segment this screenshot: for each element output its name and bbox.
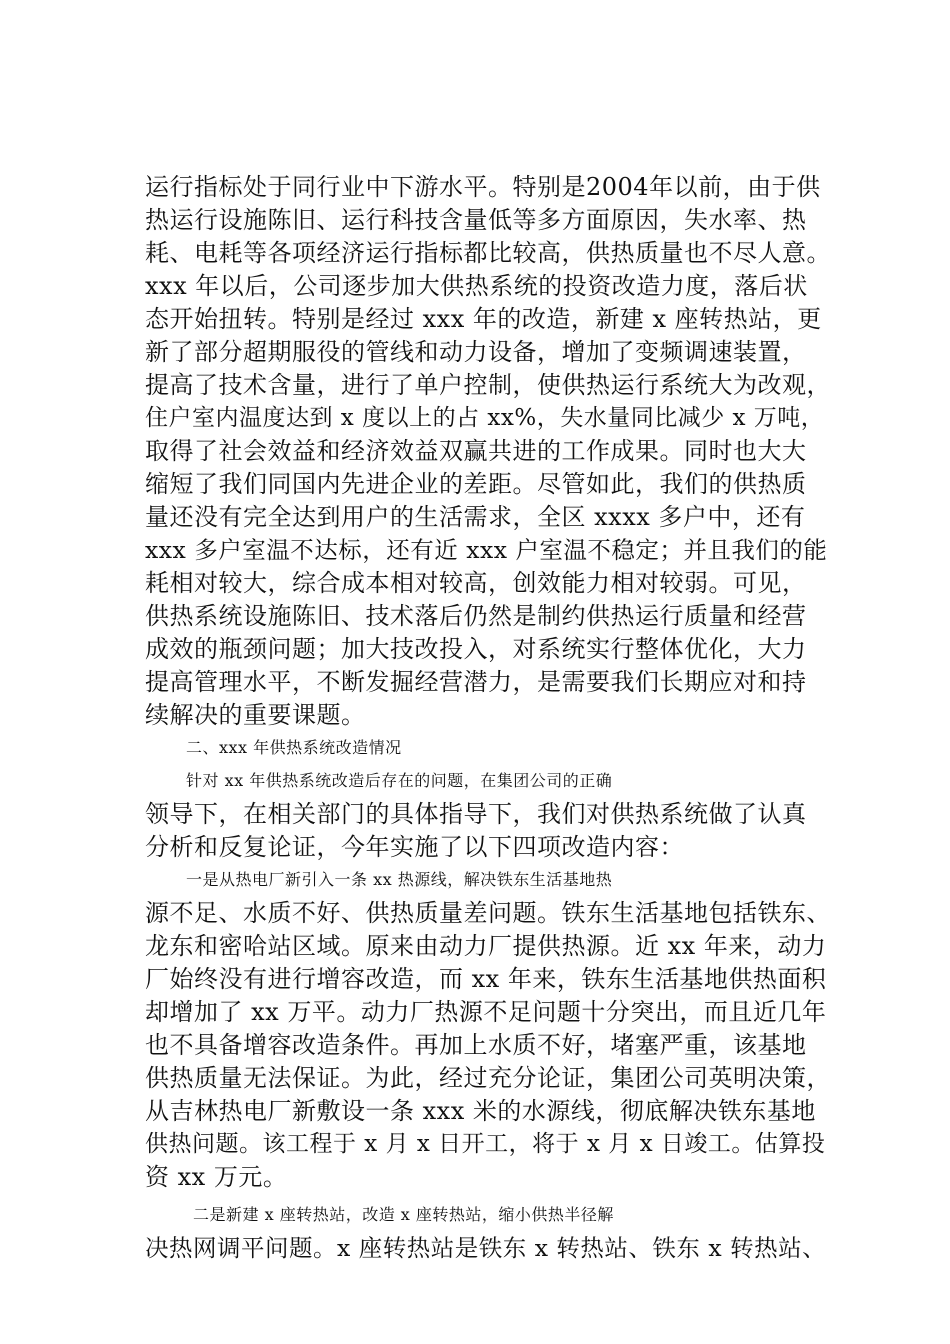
section-heading: 二、xxx 年供热系统改造情况 [186, 738, 402, 757]
text-line: 耗相对较大，综合成本相对较高，创效能力相对较弱。可见， [145, 569, 807, 597]
text-line: 领导下，在相关部门的具体指导下，我们对供热系统做了认真 [145, 800, 807, 828]
text-line: 取得了社会效益和经济效益双赢共进的工作成果。同时也大大 [145, 437, 807, 465]
text-line: 资 xx 万元。 [145, 1163, 288, 1191]
text-line: 分析和反复论证，今年实施了以下四项改造内容： [145, 833, 684, 861]
text-line: 也不具备增容改造条件。再加上水质不好，堵塞严重，该基地 [145, 1031, 807, 1059]
text-line: 源不足、水质不好、供热质量差问题。铁东生活基地包括铁东、 [145, 899, 831, 927]
text-line: 供热质量无法保证。为此，经过充分论证，集团公司英明决策， [145, 1064, 831, 1092]
text-line: 二是新建 x 座转热站，改造 x 座转热站，缩小供热半径解 [193, 1205, 614, 1224]
text-line: 龙东和密哈站区域。原来由动力厂提供热源。近 xx 年来，动力 [145, 932, 827, 960]
text-line: 态开始扭转。特别是经过 xxx 年的改造，新建 x 座转热站，更 [145, 305, 822, 333]
text-line: 却增加了 xx 万平。动力厂热源不足问题十分突出，而且近几年 [145, 998, 827, 1026]
text-line: 运行指标处于同行业中下游水平。特别是2004年以前，由于供 [145, 173, 821, 201]
text-line: 量还没有完全达到用户的生活需求，全区 xxxx 多户中，还有 [145, 503, 806, 531]
text-line: 提高管理水平，不断发掘经营潜力，是需要我们长期应对和持 [145, 668, 807, 696]
text-line: xxx 年以后，公司逐步加大供热系统的投资改造力度，落后状 [145, 272, 808, 300]
text-line: 决热网调平问题。x 座转热站是铁东 x 转热站、铁东 x 转热站、 [145, 1234, 827, 1262]
text-line: 供热系统设施陈旧、技术落后仍然是制约供热运行质量和经营 [145, 602, 807, 630]
text-line: xxx 多户室温不达标，还有近 xxx 户室温不稳定；并且我们的能 [145, 536, 828, 564]
text-line: 厂始终没有进行增容改造，而 xx 年来，铁东生活基地供热面积 [145, 965, 827, 993]
text-line: 提高了技术含量，进行了单户控制，使供热运行系统大为改观， [145, 371, 831, 399]
text-line: 从吉林热电厂新敷设一条 xxx 米的水源线，彻底解决铁东基地 [145, 1097, 816, 1125]
text-line: 住户室内温度达到 x 度以上的占 xx%，失水量同比减少 x 万吨， [145, 405, 825, 431]
text-line: 新了部分超期服役的管线和动力设备，增加了变频调速装置， [145, 338, 807, 366]
text-line: 针对 xx 年供热系统改造后存在的问题，在集团公司的正确 [186, 771, 613, 790]
text-line: 成效的瓶颈问题；加大技改投入，对系统实行整体优化，大力 [145, 635, 807, 663]
text-line: 续解决的重要课题。 [145, 701, 366, 729]
text-line: 供热问题。该工程于 x 月 x 日开工，将于 x 月 x 日竣工。估算投 [145, 1131, 826, 1157]
text-line: 缩短了我们同国内先进企业的差距。尽管如此，我们的供热质 [145, 470, 807, 498]
text-line: 一是从热电厂新引入一条 xx 热源线，解决铁东生活基地热 [186, 870, 613, 889]
text-line: 耗、电耗等各项经济运行指标都比较高，供热质量也不尽人意。 [145, 239, 831, 267]
text-line: 热运行设施陈旧、运行科技含量低等多方面原因，失水率、热 [145, 206, 807, 234]
